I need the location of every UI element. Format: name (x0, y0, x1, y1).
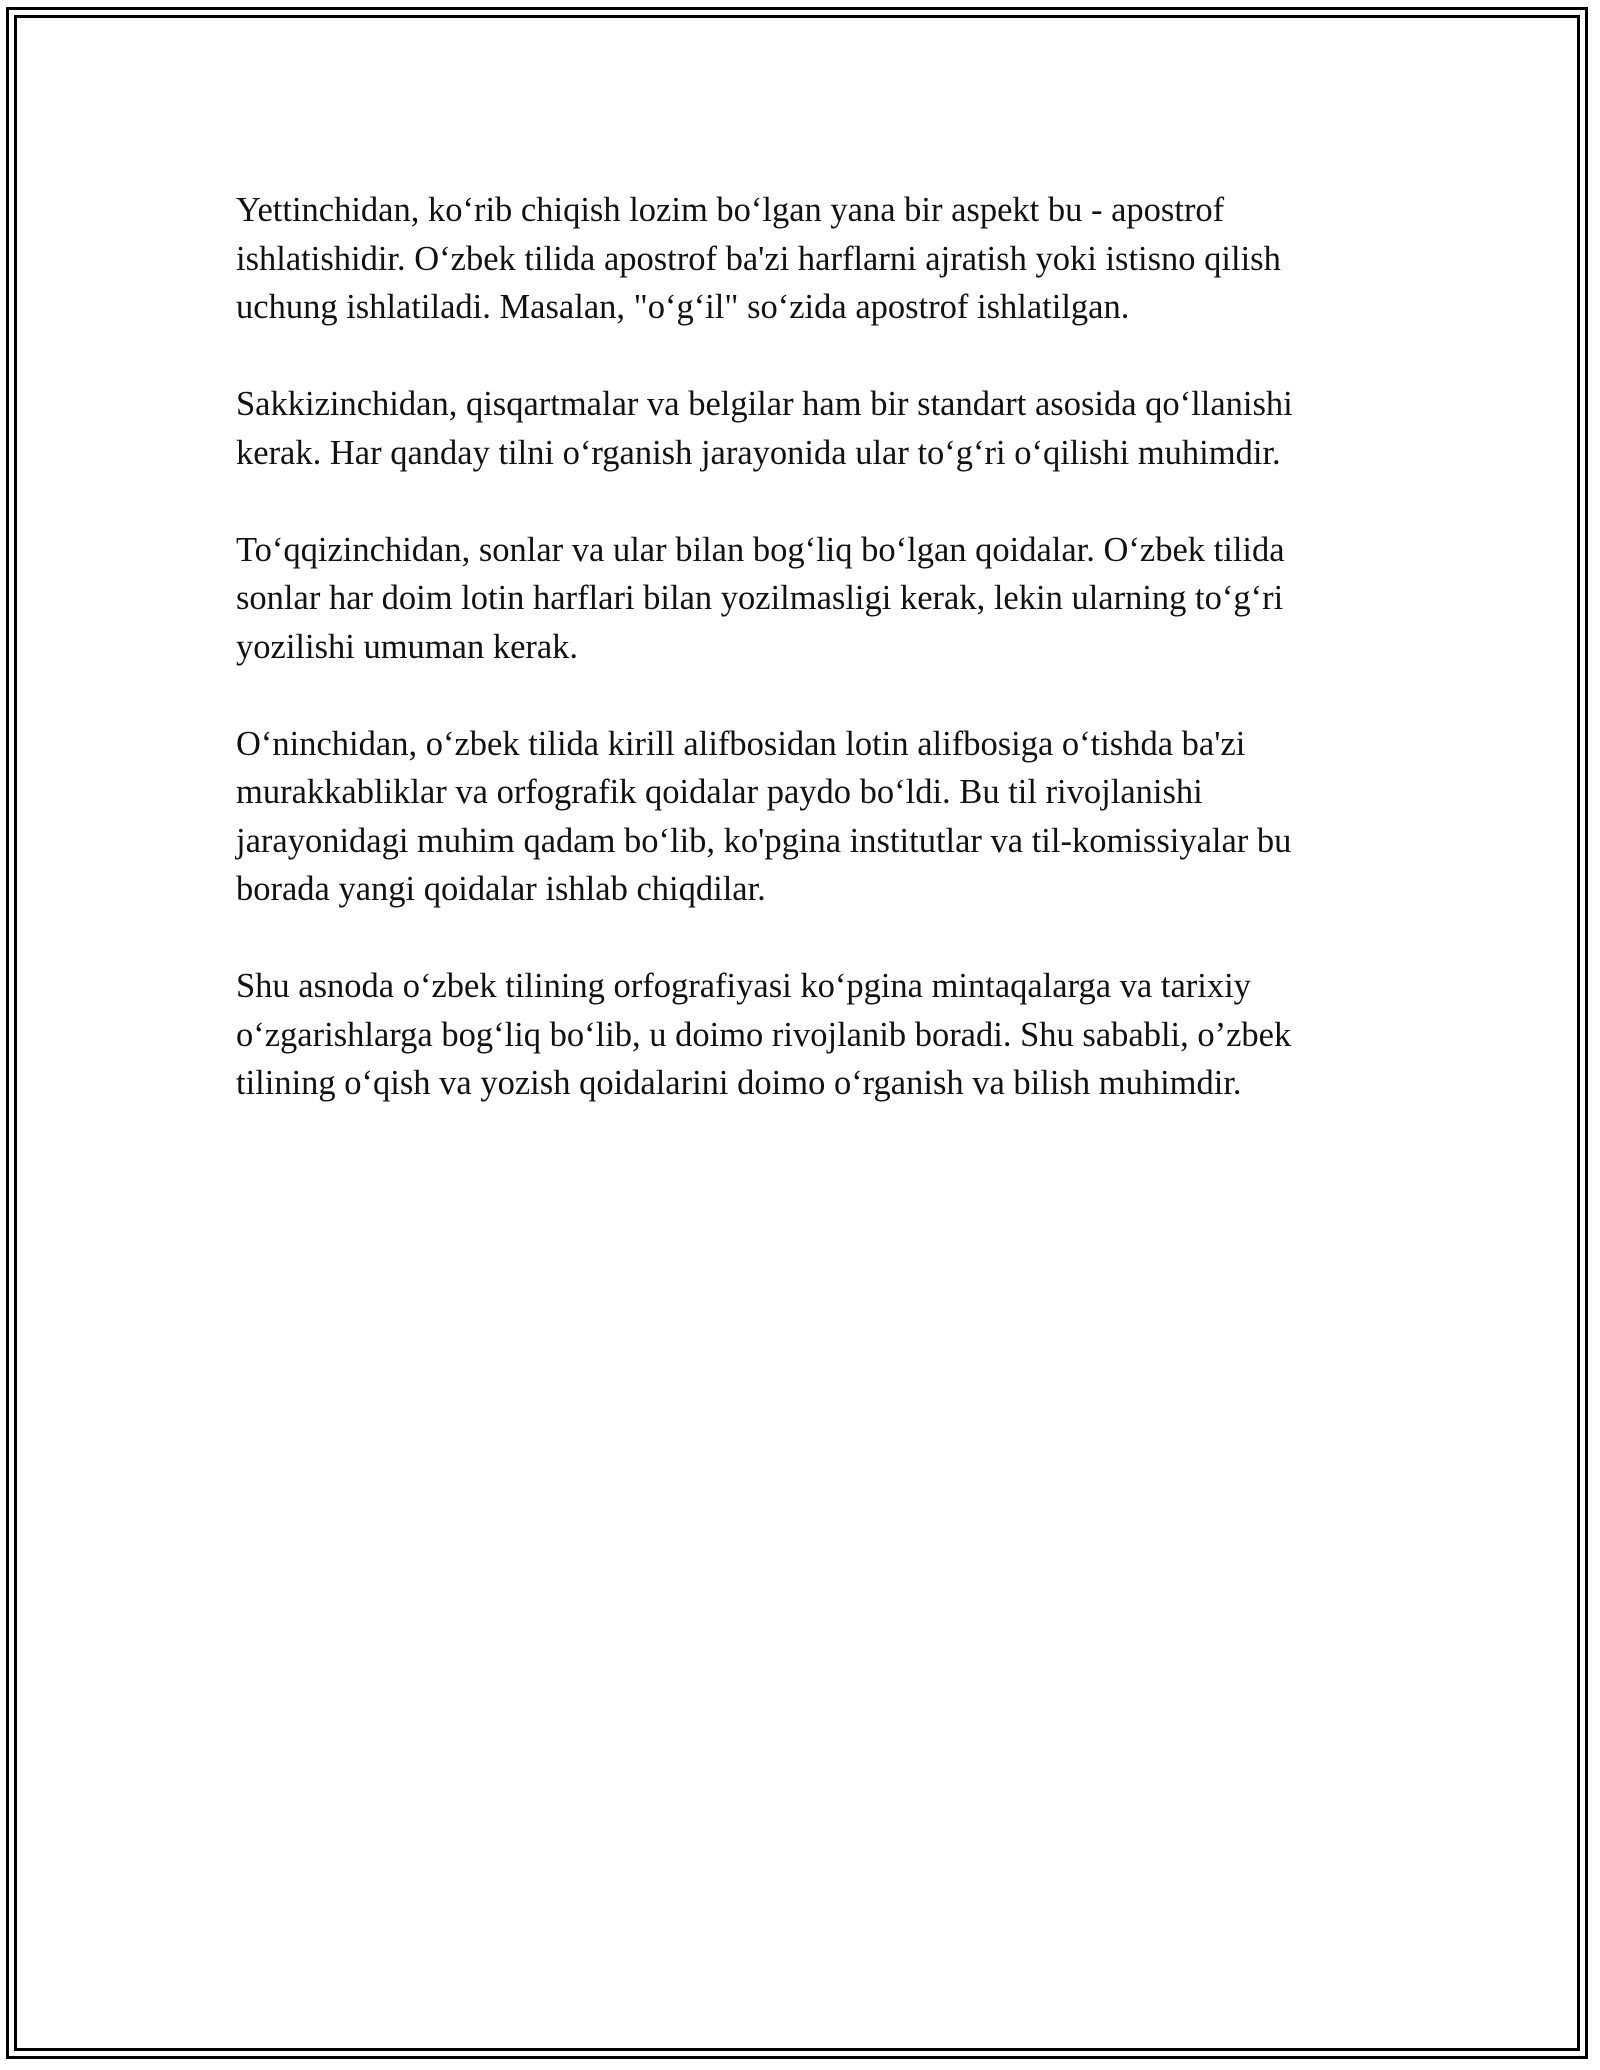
paragraph-tenth-alphabet: O‘ninchidan, o‘zbek tilida kirill alifbosidan lotin alifbosiga o‘tishda ba'zi murakkabliklar va orfografik qoidalar paydo bo‘ldi. Bu til rivojlanishi jarayonidagi muhim qadam bo‘lib, ko'pgina institutlar va til-komissiyalar bu borada yangi qoidalar ishlab chiqdilar. (236, 724, 1292, 908)
document-body (236, 186, 1366, 1156)
paragraph-conclusion: Shu asnoda o‘zbek tilining orfografiyasi ko‘pgina mintaqalarga va tarixiy o‘zgarishlarga bog‘liq bo‘lib, u doimo rivojlanib boradi. Shu sababli, o’zbek tilining o‘qish va yozish qoidalarini doimo o‘rganish va bilish muhimdir. (236, 967, 1292, 1102)
paragraph-eighth-abbreviations: Sakkizinchidan, qisqartmalar va belgilar ham bir standart asosida qo‘llanishi kerak. Har qanday tilni o‘rganish jarayonida ular to‘g‘ri o‘qilishi muhimdir. (236, 385, 1293, 472)
paragraph-ninth-numbers: To‘qqizinchidan, sonlar va ular bilan bog‘liq bo‘lgan qoidalar. O‘zbek tilida sonlar har doim lotin harflari bilan yozilmasligi kerak, lekin ularning to‘g‘ri yozilishi umuman kerak. (236, 530, 1285, 666)
paragraph-seventh-apostrophe: Yettinchidan, ko‘rib chiqish lozim bo‘lgan yana bir aspekt bu - apostrof ishlatishidir. O‘zbek tilida apostrof ba'zi harflarni ajratish yoki istisno qilish uchung ishlatiladi. Masalan, "o‘g‘il" so‘zida apostrof ishlatilgan. (236, 191, 1281, 326)
